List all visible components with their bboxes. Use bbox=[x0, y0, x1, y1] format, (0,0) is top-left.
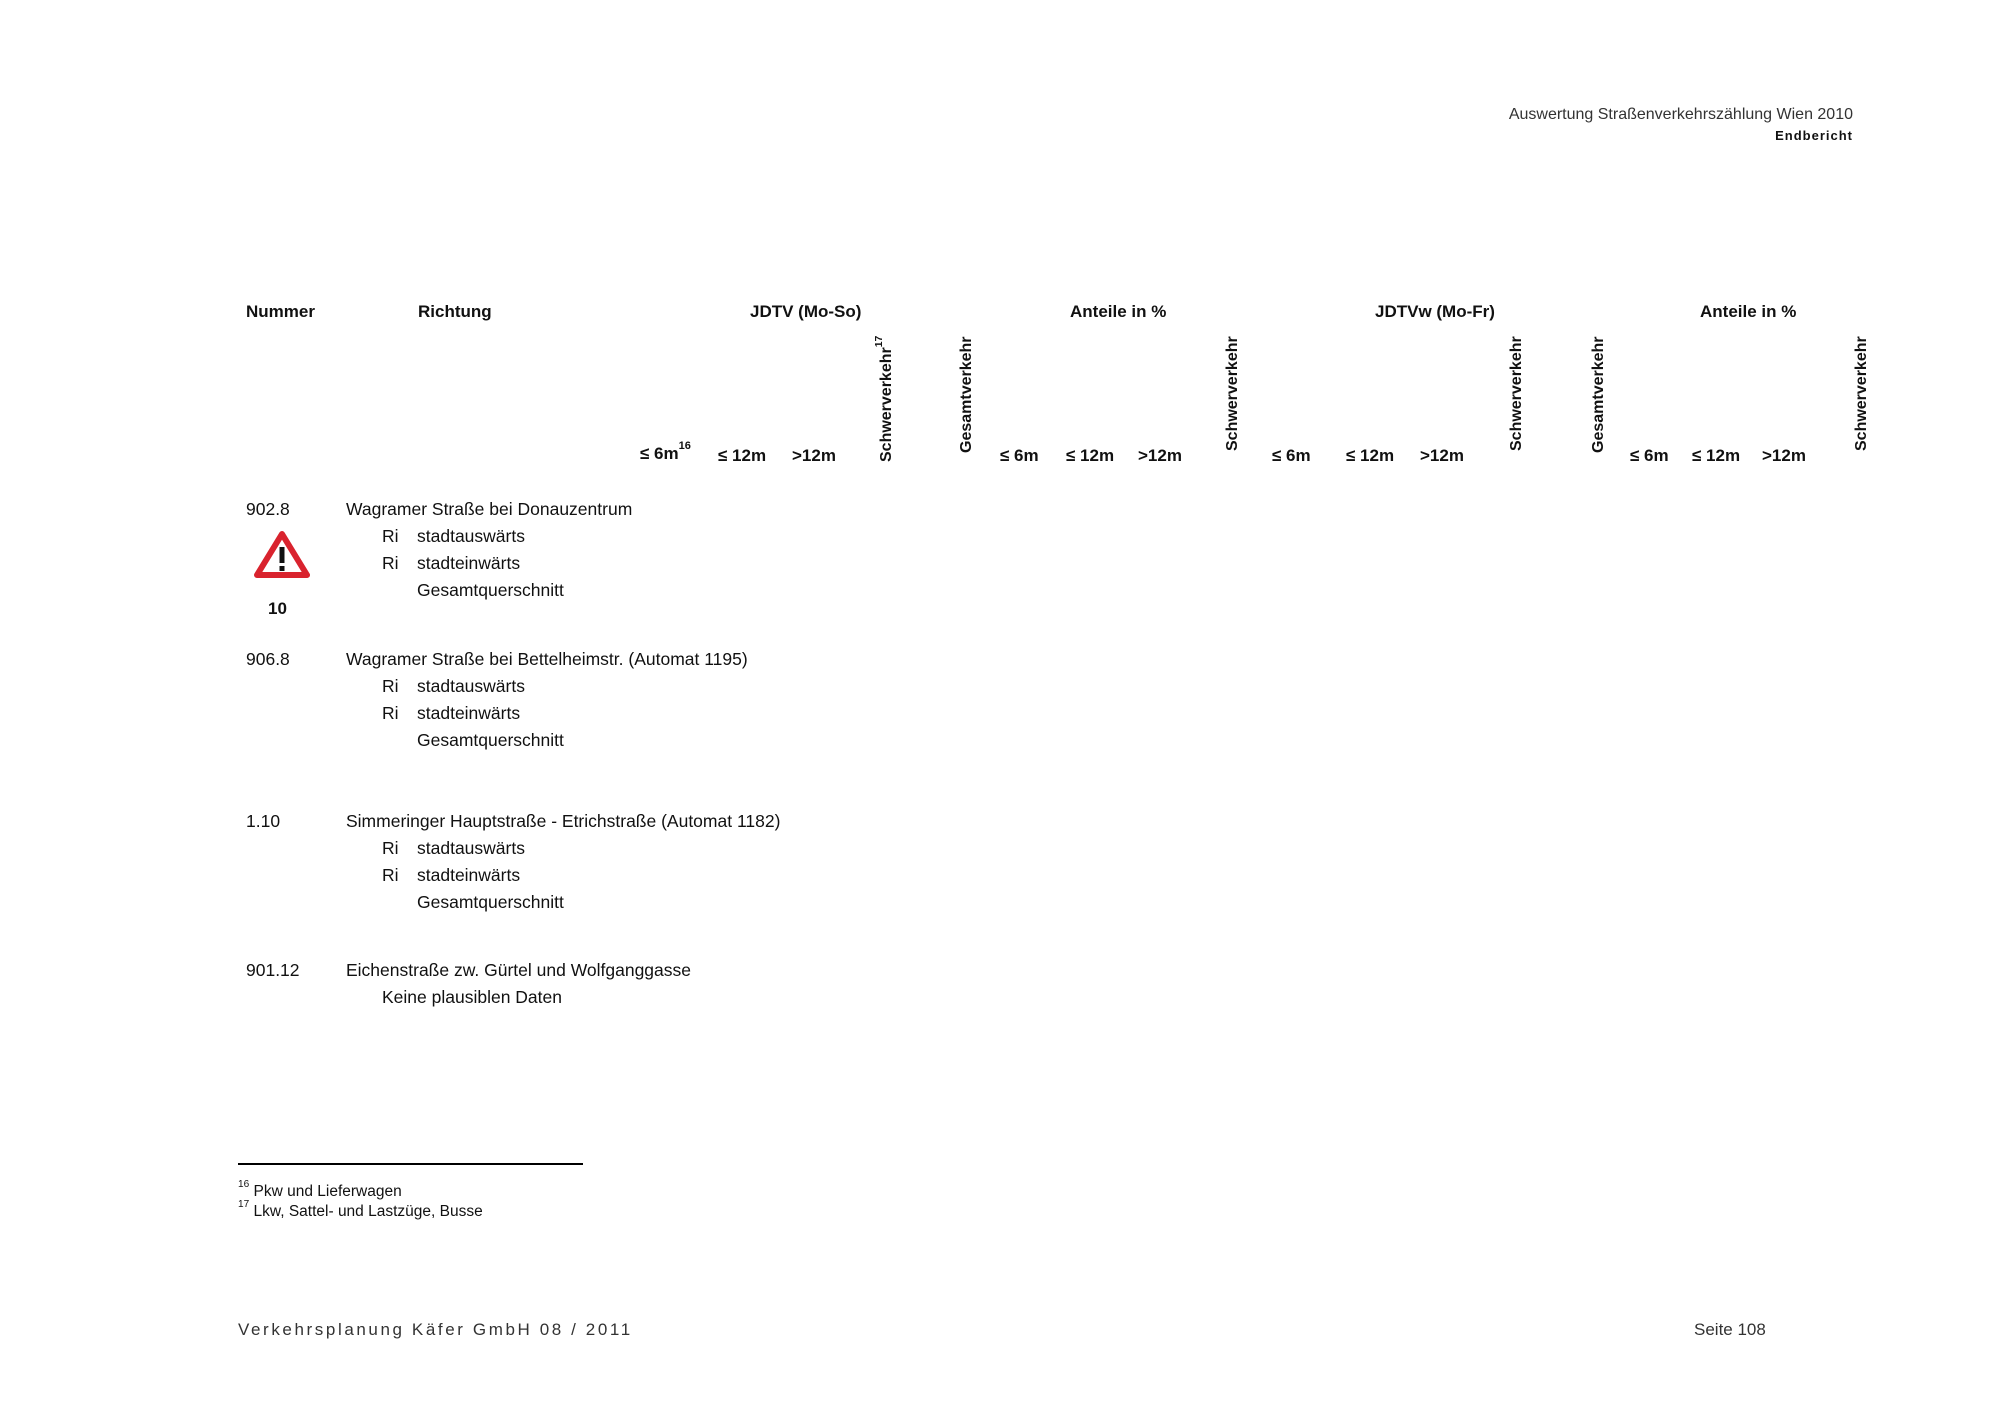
warning-triangle-icon bbox=[254, 530, 310, 578]
section-number: 902.8 bbox=[246, 499, 290, 519]
section-number: 906.8 bbox=[246, 649, 290, 669]
row-direction-prefix: Ri bbox=[382, 865, 399, 885]
section-title: Wagramer Straße bei Bettelheimstr. (Automat 1195) bbox=[346, 649, 748, 669]
col-gesamtverkehr-1-header: Gesamtverkehr bbox=[958, 336, 975, 453]
footer-company: Verkehrsplanung Käfer GmbH 08 / 2011 bbox=[238, 1320, 633, 1339]
subhdr-gt12m-3: >12m bbox=[1420, 446, 1464, 465]
subhdr-le12m-2: ≤ 12m bbox=[1066, 446, 1115, 465]
row-label: stadtauswärts bbox=[417, 526, 525, 546]
section-badge: 10 bbox=[268, 599, 287, 618]
row-direction-prefix: Ri bbox=[382, 838, 399, 858]
col-anteile1-header: Anteile in % bbox=[1070, 302, 1167, 321]
row-label: stadteinwärts bbox=[417, 703, 521, 723]
subhdr-le12m-1: ≤ 12m bbox=[718, 446, 767, 465]
footnote-17: $^{17}$ Lkw, Sattel- und Lastzüge, Busse bbox=[238, 1199, 483, 1220]
subhdr-le6m-1: ≤ $6m^{16}$ bbox=[640, 440, 691, 463]
col-schwerverkehr-3-header: Schwerverkehr bbox=[1508, 336, 1525, 451]
row-label: stadteinwärts bbox=[417, 553, 521, 573]
col-richtung-header: Richtung bbox=[418, 302, 492, 321]
subhdr-le12m-3: ≤ 12m bbox=[1346, 446, 1395, 465]
subhdr-le6m-3: ≤ 6m bbox=[1272, 446, 1311, 465]
col-jdtv-header: JDTV (Mo-So) bbox=[750, 302, 862, 321]
section-number: 901.12 bbox=[246, 960, 300, 980]
report-title: Auswertung Straßenverkehrszählung Wien 2010 bbox=[1508, 106, 1853, 123]
row-direction-prefix: Ri bbox=[382, 526, 399, 546]
row-direction-prefix: Ri bbox=[382, 703, 399, 723]
footer-page-number: Seite 108 bbox=[1694, 1320, 1766, 1339]
col-schwerverkehr-1-header: Schwerverkehr$^{17}$ bbox=[874, 335, 895, 462]
subhdr-gt12m-4: >12m bbox=[1762, 446, 1806, 465]
row-direction-prefix: Ri bbox=[382, 553, 399, 573]
col-gesamtverkehr-2-header: Gesamtverkehr bbox=[1590, 336, 1607, 453]
subhdr-le6m-4: ≤ 6m bbox=[1630, 446, 1669, 465]
row-label: Gesamtquerschnitt bbox=[417, 730, 564, 750]
section-note: Keine plausiblen Daten bbox=[382, 987, 562, 1007]
footnote-16: $^{16}$ Pkw und Lieferwagen bbox=[238, 1179, 402, 1200]
subhdr-le6m-2: ≤ 6m bbox=[1000, 446, 1039, 465]
col-anteile2-header: Anteile in % bbox=[1700, 302, 1797, 321]
col-nummer-header: Nummer bbox=[246, 302, 315, 321]
row-label: Gesamtquerschnitt bbox=[417, 580, 564, 600]
col-jdtvw-header: JDTVw (Mo-Fr) bbox=[1375, 302, 1495, 321]
col-schwerverkehr-4-header: Schwerverkehr bbox=[1853, 336, 1870, 451]
section-title: Wagramer Straße bei Donauzentrum bbox=[346, 499, 633, 519]
row-label: Gesamtquerschnitt bbox=[417, 892, 564, 912]
row-label: stadtauswärts bbox=[417, 838, 525, 858]
section-number: 1.10 bbox=[246, 811, 281, 831]
row-label: stadteinwärts bbox=[417, 865, 521, 885]
subhdr-gt12m-2: >12m bbox=[1138, 446, 1182, 465]
row-direction-prefix: Ri bbox=[382, 676, 399, 696]
footnote-separator bbox=[238, 1163, 583, 1165]
report-subtitle: Endbericht bbox=[1775, 128, 1853, 143]
row-label: stadtauswärts bbox=[417, 676, 525, 696]
subhdr-gt12m-1: >12m bbox=[792, 446, 836, 465]
section-title: Simmeringer Hauptstraße - Etrichstraße (Automat 1182) bbox=[346, 811, 781, 831]
subhdr-le12m-4: ≤ 12m bbox=[1692, 446, 1741, 465]
col-schwerverkehr-2-header: Schwerverkehr bbox=[1224, 336, 1241, 451]
section-title: Eichenstraße zw. Gürtel und Wolfganggasse bbox=[346, 960, 692, 980]
